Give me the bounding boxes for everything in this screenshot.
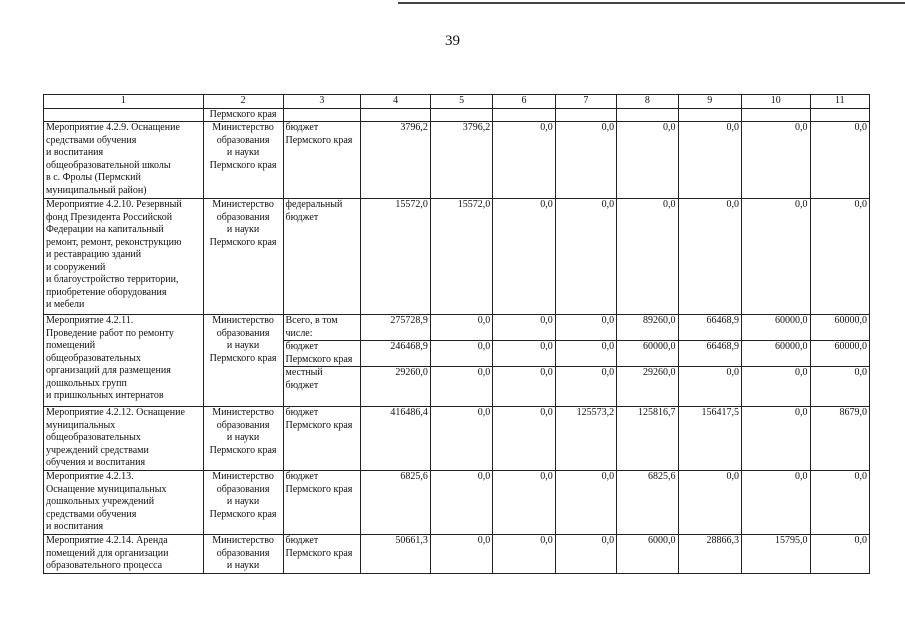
value-cell: 15572,0 <box>430 199 492 315</box>
measure-name: Мероприятие 4.2.13. Оснащение муниципальных дошкольных учреждений средствами обучения и воспитания <box>44 471 204 535</box>
column-header: 10 <box>741 95 810 109</box>
value-cell: 0,0 <box>678 122 741 199</box>
funding-source: бюджет Пермского края <box>283 407 361 471</box>
table-row <box>44 122 870 199</box>
value-cell: 246468,9 <box>361 341 431 367</box>
funding-source: бюджет Пермского края <box>283 341 361 367</box>
column-header: 6 <box>493 95 555 109</box>
funding-source: Всего, в том числе: <box>283 315 361 341</box>
value-cell: 0,0 <box>555 199 616 315</box>
value-cell: 0,0 <box>678 471 741 535</box>
value-cell: 0,0 <box>555 315 616 341</box>
value-cell: 66468,9 <box>678 315 741 341</box>
executor: Министерство образования и науки Пермского края <box>203 315 283 407</box>
column-header: 9 <box>678 95 741 109</box>
value-cell: 0,0 <box>810 367 869 407</box>
executor: Министерство образования и науки Пермского края <box>203 199 283 315</box>
value-cell: 50661,3 <box>361 535 431 574</box>
measure-name <box>44 108 204 122</box>
funding-source: бюджет Пермского края <box>283 535 361 574</box>
value-cell: 0,0 <box>493 122 555 199</box>
value-cell: 0,0 <box>493 535 555 574</box>
funding-source: бюджет Пермского края <box>283 471 361 535</box>
value-cell: 0,0 <box>430 471 492 535</box>
value-cell: 0,0 <box>430 407 492 471</box>
value-cell: 156417,5 <box>678 407 741 471</box>
measure-name: Мероприятие 4.2.10. Резервный фонд Президента Российской Федерации на капитальный ремонт, ремонт, реконструкцию и реставрацию зданий и сооружений и благоустройство территории, приобретение оборудования и мебели <box>44 199 204 315</box>
funding-source: местный бюджет <box>283 367 361 407</box>
value-cell: 0,0 <box>741 407 810 471</box>
value-cell: 0,0 <box>678 199 741 315</box>
continuation-row <box>44 108 870 122</box>
top-rule <box>398 2 905 4</box>
value-cell: 0,0 <box>617 122 678 199</box>
budget-table <box>43 94 870 574</box>
column-header: 1 <box>44 95 204 109</box>
value-cell: 0,0 <box>810 122 869 199</box>
column-header: 2 <box>203 95 283 109</box>
value-cell: 29260,0 <box>617 367 678 407</box>
value-cell: 29260,0 <box>361 367 431 407</box>
value-cell: 6825,6 <box>617 471 678 535</box>
value-cell: 416486,4 <box>361 407 431 471</box>
value-cell: 8679,0 <box>810 407 869 471</box>
value-cell: 0,0 <box>555 471 616 535</box>
value-cell: 60000,0 <box>617 341 678 367</box>
value-cell: 0,0 <box>555 367 616 407</box>
value-cell: 0,0 <box>617 199 678 315</box>
value-cell: 0,0 <box>810 535 869 574</box>
measure-name: Мероприятие 4.2.9. Оснащение средствами обучения и воспитания общеобразовательной школы в с. Фролы (Пермский муниципальный район) <box>44 122 204 199</box>
column-header: 4 <box>361 95 431 109</box>
funding-source: федеральный бюджет <box>283 199 361 315</box>
value-cell: 6000,0 <box>617 535 678 574</box>
measure-name: Мероприятие 4.2.14. Аренда помещений для организации образовательного процесса <box>44 535 204 574</box>
value-cell: 0,0 <box>493 471 555 535</box>
value-cell: 6825,6 <box>361 471 431 535</box>
table-row <box>44 315 870 341</box>
value-cell: 125816,7 <box>617 407 678 471</box>
value-cell: 60000,0 <box>810 315 869 341</box>
value-cell: 15795,0 <box>741 535 810 574</box>
measure-name: Мероприятие 4.2.11. Проведение работ по ремонту помещений общеобразовательных организаций для размещения дошкольных групп и пришкольных интернатов <box>44 315 204 407</box>
value-cell: 0,0 <box>555 535 616 574</box>
value-cell: 0,0 <box>493 407 555 471</box>
column-header: 7 <box>555 95 616 109</box>
value-cell: 0,0 <box>741 122 810 199</box>
column-header: 3 <box>283 95 361 109</box>
value-cell: 0,0 <box>493 315 555 341</box>
value-cell: 28866,3 <box>678 535 741 574</box>
value-cell: 0,0 <box>810 199 869 315</box>
value-cell: 0,0 <box>741 471 810 535</box>
funding-source: бюджет Пермского края <box>283 122 361 199</box>
value-cell: 3796,2 <box>361 122 431 199</box>
table-row <box>44 471 870 535</box>
executor: Министерство образования и науки Пермского края <box>203 407 283 471</box>
value-cell: 0,0 <box>493 367 555 407</box>
value-cell: 0,0 <box>741 199 810 315</box>
value-cell: 125573,2 <box>555 407 616 471</box>
value-cell: 3796,2 <box>430 122 492 199</box>
value-cell: 60000,0 <box>741 315 810 341</box>
value-cell: 0,0 <box>810 471 869 535</box>
value-cell: 89260,0 <box>617 315 678 341</box>
executor: Пермского края <box>203 108 283 122</box>
executor: Министерство образования и науки Пермского края <box>203 122 283 199</box>
value-cell: 275728,9 <box>361 315 431 341</box>
table-row <box>44 199 870 315</box>
value-cell: 0,0 <box>555 122 616 199</box>
value-cell: 0,0 <box>741 367 810 407</box>
page-number: 39 <box>445 33 460 49</box>
value-cell: 15572,0 <box>361 199 431 315</box>
table-row <box>44 535 870 574</box>
measure-name: Мероприятие 4.2.12. Оснащение муниципальных общеобразовательных учреждений средствами обучения и воспитания <box>44 407 204 471</box>
executor: Министерство образования и науки Пермского края <box>203 471 283 535</box>
value-cell: 0,0 <box>430 315 492 341</box>
column-number-row <box>44 95 870 109</box>
column-header: 5 <box>430 95 492 109</box>
column-header: 11 <box>810 95 869 109</box>
value-cell: 0,0 <box>430 367 492 407</box>
value-cell: 0,0 <box>493 341 555 367</box>
value-cell: 0,0 <box>555 341 616 367</box>
value-cell: 60000,0 <box>741 341 810 367</box>
value-cell: 0,0 <box>678 367 741 407</box>
value-cell: 0,0 <box>493 199 555 315</box>
value-cell: 60000,0 <box>810 341 869 367</box>
value-cell: 0,0 <box>430 341 492 367</box>
table-row <box>44 407 870 471</box>
value-cell: 66468,9 <box>678 341 741 367</box>
value-cell: 0,0 <box>430 535 492 574</box>
executor: Министерство образования и науки <box>203 535 283 574</box>
column-header: 8 <box>617 95 678 109</box>
